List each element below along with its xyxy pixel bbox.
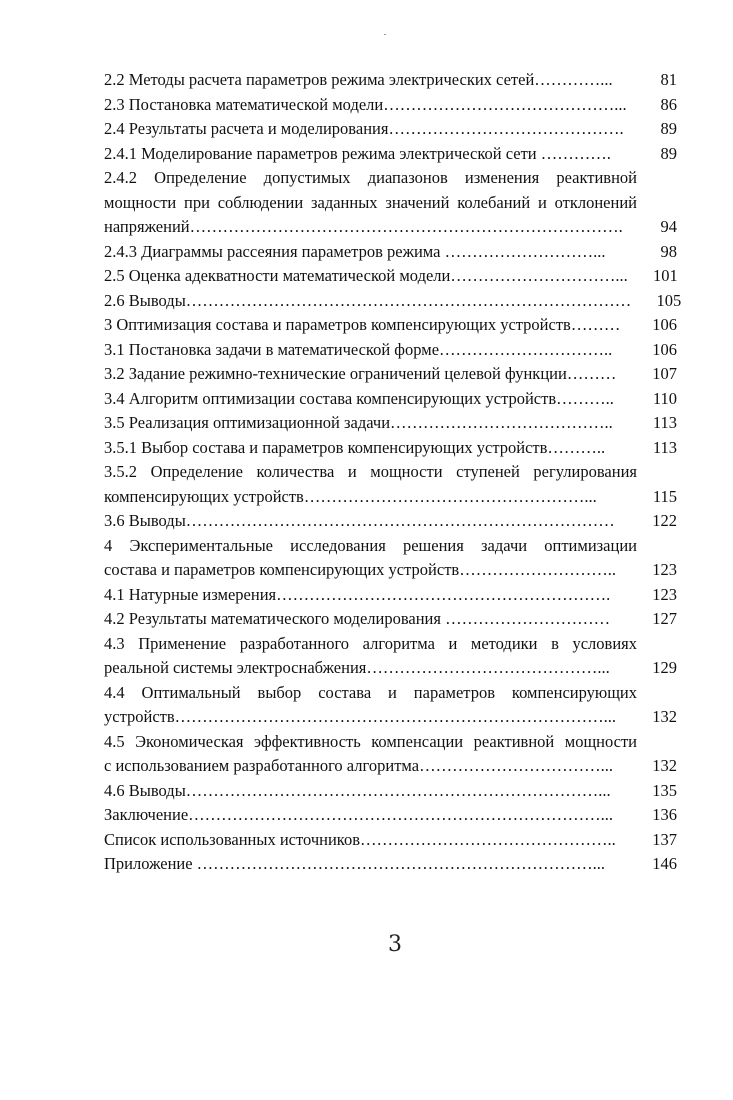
- toc-entry-title: 3 Оптимизация состава и параметров компенсирующих устройств………: [104, 315, 621, 334]
- toc-entry-title: 3.2 Задание режимно-технические ограничений целевой функции………: [104, 364, 617, 383]
- toc-page-number: 122: [652, 511, 677, 530]
- toc-entry-line: [104, 828, 677, 853]
- toc-entry-title: 2.6 Выводы………………………………………………………………………: [104, 290, 632, 310]
- toc-page-number: 110: [652, 388, 677, 408]
- toc-entry-text: 2.4.2 Определение допустимых диапазонов изменения реактивной: [104, 168, 637, 187]
- toc-entry[interactable]: [104, 509, 677, 534]
- toc-entry-line: [104, 264, 677, 289]
- toc-entry-line: [104, 362, 677, 387]
- toc-entry-title: 4.6 Выводы…………………………………………………………………...: [104, 780, 611, 800]
- toc-entry-line: [104, 485, 677, 510]
- toc-entry[interactable]: [104, 632, 677, 681]
- toc-page-number: 86: [660, 94, 677, 114]
- toc-entry[interactable]: [104, 460, 677, 509]
- toc-entry-line: [104, 142, 677, 167]
- toc-entry[interactable]: [104, 436, 677, 461]
- toc-entry-text: 4.4 Оптимальный выбор состава и параметров компенсирующих: [104, 682, 637, 702]
- toc-entry-title: Заключение…………………………………………………………………...: [104, 805, 614, 824]
- toc-entry-title: 3.5 Реализация оптимизационной задачи…………………………………..: [104, 413, 613, 432]
- toc-entry-line: [104, 705, 677, 730]
- toc-entry[interactable]: [104, 289, 682, 314]
- toc-entry[interactable]: [104, 240, 677, 265]
- toc-page-number: 107: [652, 364, 677, 383]
- toc-entry-line: [104, 436, 677, 461]
- toc-page-number: 89: [660, 119, 677, 138]
- toc-page-number: 98: [660, 241, 677, 261]
- toc-page-number: 136: [652, 805, 677, 824]
- toc-entry[interactable]: [104, 166, 677, 240]
- toc-entry-title: 2.4.1 Моделирование параметров режима электрической сети ………….: [104, 143, 611, 163]
- toc-page-number: 113: [652, 413, 677, 432]
- toc-entry-title: состава и параметров компенсирующих устройств………………………..: [104, 560, 616, 579]
- toc-entry[interactable]: [104, 411, 677, 436]
- toc-entry[interactable]: [104, 68, 677, 93]
- toc-entry-title: 2.4.3 Диаграммы рассеяния параметров режима ………………………...: [104, 241, 606, 261]
- page-number: 3: [388, 932, 402, 957]
- toc-entry-text: мощности при соблюдении заданных значений колебаний и отклонений: [104, 192, 637, 212]
- toc-entry-title: компенсирующих устройств……………………………………………...: [104, 486, 597, 506]
- toc-entry-text: 3.5.2 Определение количества и мощности ступеней регулирования: [104, 462, 637, 481]
- toc-page-number: 137: [652, 829, 677, 849]
- toc-entry-line: [104, 215, 677, 240]
- toc-entry[interactable]: [104, 583, 677, 608]
- toc-entry-title: 2.5 Оценка адекватности математической модели…………………………...: [104, 266, 628, 285]
- toc-page-number: 132: [652, 707, 677, 726]
- toc-entry-title: 3.5.1 Выбор состава и параметров компенсирующих устройств………..: [104, 437, 606, 457]
- toc-page-number: 135: [652, 780, 677, 800]
- toc-entry-line: [104, 754, 677, 779]
- toc-page-number: 127: [652, 609, 677, 628]
- toc-page-number: 94: [660, 217, 677, 236]
- toc-entry-title: с использованием разработанного алгоритма……………………………...: [104, 756, 613, 775]
- toc-entry-line: [104, 387, 677, 412]
- toc-page-number: 101: [652, 266, 678, 285]
- toc-entry-line: [104, 607, 677, 632]
- toc-entry-title: 2.2 Методы расчета параметров режима электрических сетей…………...: [104, 70, 613, 89]
- toc-page-number: 132: [652, 756, 677, 775]
- toc-entry[interactable]: [104, 803, 677, 828]
- toc-entry-line: [104, 117, 677, 142]
- toc-entry[interactable]: [104, 338, 677, 363]
- toc-page-number: 113: [652, 437, 677, 457]
- toc-entry-title: 4.1 Натурные измерения…………………………………………………….: [104, 584, 611, 604]
- toc-page-number: 106: [652, 339, 677, 359]
- toc-entry[interactable]: [104, 387, 677, 412]
- toc-entry[interactable]: [104, 607, 677, 632]
- toc-entry-line: [104, 656, 677, 681]
- toc-entry-text: 4.3 Применение разработанного алгоритма и методики в условиях: [104, 633, 637, 653]
- toc-entry-title: реальной системы электроснабжения……………………………………...: [104, 658, 610, 677]
- toc-entry-title: напряжений…………………………………………………………………….: [104, 217, 623, 236]
- toc-entry-line: [104, 68, 677, 93]
- toc-page-number: 106: [652, 315, 677, 334]
- toc-page-number: 146: [652, 854, 677, 873]
- toc-entry-title: 2.3 Постановка математической модели……………………………………...: [104, 94, 627, 114]
- toc-page-number: 105: [656, 290, 682, 310]
- toc-entry[interactable]: [104, 730, 677, 779]
- toc-entry-line: [104, 779, 677, 804]
- toc-entry-line: [104, 852, 677, 877]
- toc-entry-line: [104, 558, 677, 583]
- toc-page-number: 89: [660, 143, 677, 163]
- toc-entry-title: 4.2 Результаты математического моделирования …………………………: [104, 609, 611, 628]
- toc-entry-line: [104, 93, 677, 118]
- toc-entry[interactable]: [104, 779, 677, 804]
- toc-entry-line: [104, 338, 677, 363]
- table-of-contents: [104, 68, 682, 877]
- toc-page-number: 115: [652, 486, 677, 506]
- toc-entry[interactable]: [104, 534, 677, 583]
- toc-entry-line: [104, 240, 677, 265]
- toc-entry-line: [104, 583, 677, 608]
- toc-entry-title: 3.1 Постановка задачи в математической форме…………………………..: [104, 339, 613, 359]
- toc-entry-title: 2.4 Результаты расчета и моделирования…………………………………….: [104, 119, 624, 138]
- toc-entry[interactable]: [104, 117, 677, 142]
- toc-entry-title: 3.4 Алгоритм оптимизации состава компенсирующих устройств………..: [104, 388, 614, 408]
- toc-entry[interactable]: [104, 93, 677, 118]
- toc-entry[interactable]: [104, 828, 677, 853]
- toc-page-number: 123: [652, 584, 677, 604]
- toc-page-number: 81: [660, 70, 677, 89]
- toc-entry[interactable]: [104, 681, 677, 730]
- toc-entry-line: [104, 509, 677, 534]
- toc-entry-line: [104, 313, 677, 338]
- toc-entry-title: Приложение ………………………………………………………………...: [104, 854, 606, 873]
- toc-page-number: 123: [652, 560, 677, 579]
- toc-entry-text: 4 Экспериментальные исследования решения задачи оптимизации: [104, 535, 637, 555]
- toc-entry-line: [104, 803, 677, 828]
- toc-entry[interactable]: [104, 362, 677, 387]
- toc-entry-title: Список использованных источников………………………………………..: [104, 829, 616, 849]
- toc-entry-line: [104, 289, 682, 314]
- toc-entry[interactable]: [104, 313, 677, 338]
- toc-entry-title: устройств……………………………………………………………………...: [104, 707, 617, 726]
- toc-entry[interactable]: [104, 264, 677, 289]
- scan-speck: [384, 34, 386, 35]
- toc-entry[interactable]: [104, 852, 677, 877]
- toc-entry[interactable]: [104, 142, 677, 167]
- toc-entry-title: 3.6 Выводы……………………………………………………………………: [104, 511, 615, 530]
- toc-page-number: 129: [652, 658, 677, 677]
- toc-entry-text: 4.5 Экономическая эффективность компенсации реактивной мощности: [104, 731, 637, 751]
- toc-entry-line: [104, 411, 677, 436]
